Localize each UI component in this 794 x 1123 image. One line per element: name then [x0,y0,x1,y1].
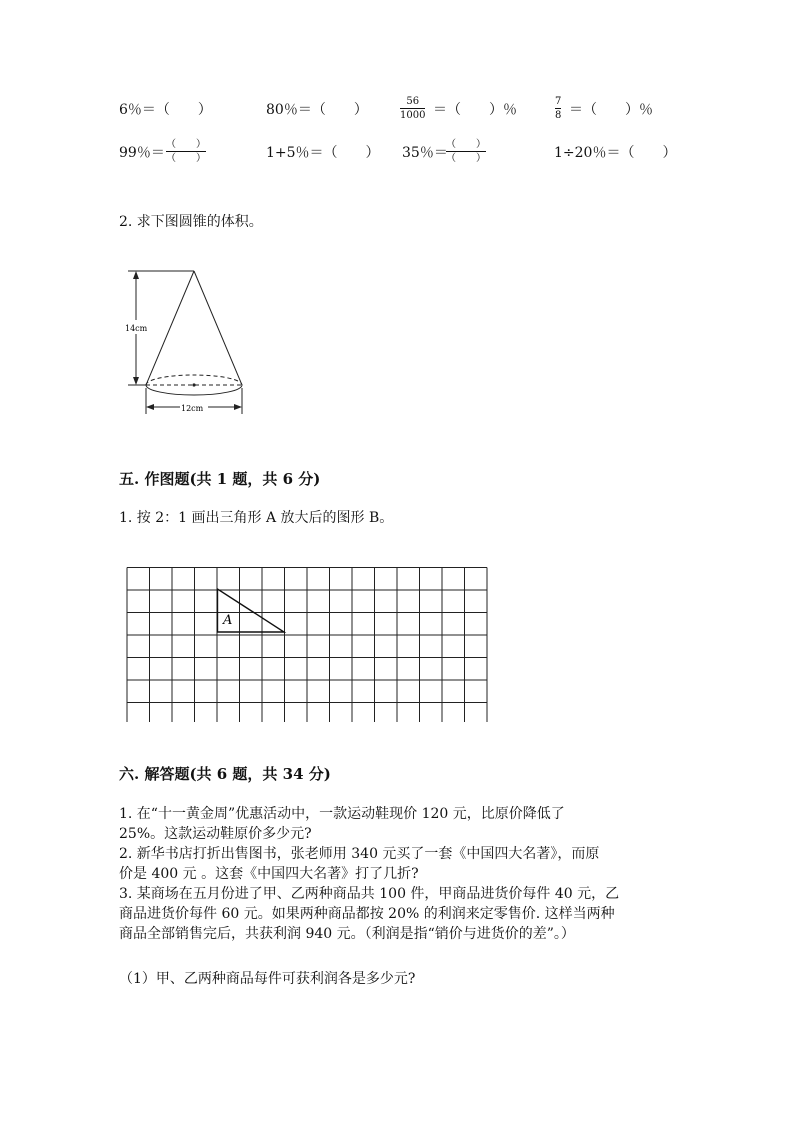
exercise-2-4: 1÷20％＝（ ） [554,145,677,161]
fraction-bar [446,151,486,152]
triangle-a-label: A [223,613,233,628]
exercise-2-3: 35％＝ [402,145,448,161]
height-arrow-head-bottom [133,377,139,385]
exercise-1-3: ＝（ ）％ [433,102,517,118]
fraction-blank [166,139,206,164]
question-line: 25%。这款运动鞋原价多少元? [119,826,312,842]
fraction-denominator: （ ） [446,153,486,164]
fraction-numerator: （ ） [446,139,486,150]
cone-figure [118,262,258,422]
height-label: 14cm [125,324,148,333]
exercise-2-1: 99％＝ [119,145,165,161]
section-6-questions [119,804,619,944]
fraction-denominator: 8 [555,110,562,121]
section-5-heading: 五. 作图题(共 1 题，共 6 分) [119,470,321,488]
diameter-arrow-head-right [234,404,242,410]
fraction-bar [555,108,561,109]
question-line: 1. 在“十一黄金周”优惠活动中，一款运动鞋现价 120 元，比原价降低了 [119,806,565,822]
section-6-heading: 六. 解答题(共 6 题，共 34 分) [119,765,331,783]
fraction-7-8 [555,96,561,121]
question-line: 2. 新华书店打折出售图书，张老师用 340 元买了一套《中国四大名著》，而原 [119,846,600,862]
exercise-2-2: 1+5％＝（ ） [266,145,380,161]
question-line: 商品全部销售完后，共获利润 940 元。（利润是指“销价与进货价的差”。） [119,926,575,942]
question-line: 价是 400 元 。这套《中国四大名著》打了几折? [119,866,419,882]
fraction-numerator: （ ） [166,139,206,150]
section-5-question-1: 1. 按 2：1 画出三角形 A 放大后的图形 B。 [119,510,394,526]
cone-right-side [194,271,242,385]
fraction-numerator: 7 [555,96,562,107]
question-line: 商品进货价每件 60 元。如果两种商品都按 20% 的利润来定零售价. 这样当两种 [119,906,615,922]
fraction-denominator: 1000 [400,110,426,121]
base-center-dot [192,383,195,386]
fraction-bar [166,151,206,152]
question-line: 3. 某商场在五月份进了甲、乙两种商品共 100 件，甲商品进货价每件 40 元，乙 [119,886,620,902]
drawing-grid [125,566,491,722]
exercise-1-2: 80％＝（ ） [266,102,368,118]
sub-question-1: （1）甲、乙两种商品每件可获利润各是多少元? [119,971,416,987]
exercise-1-1: 6％＝（ ） [119,102,212,118]
fraction-denominator: （ ） [166,153,206,164]
fraction-bar [400,108,425,109]
diameter-arrow-head-left [146,404,154,410]
fraction-blank [446,139,486,164]
question-2: 2. 求下图圆锥的体积。 [119,214,263,230]
diameter-label: 12cm [181,404,204,413]
fraction-56-1000 [400,96,425,121]
fraction-numerator: 56 [406,96,420,107]
cone-left-side [146,271,194,385]
height-arrow-head-top [133,271,139,279]
exercise-1-4: ＝（ ）％ [569,102,653,118]
